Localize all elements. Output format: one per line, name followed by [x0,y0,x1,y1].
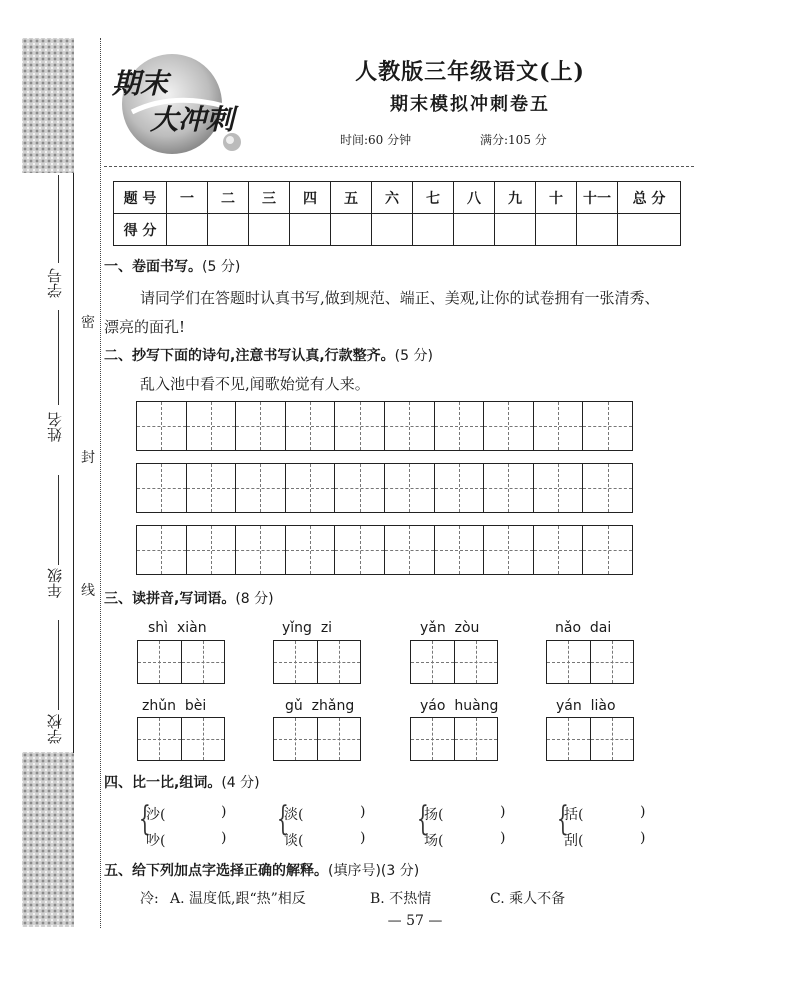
compare-close: ) [500,804,506,820]
compare-close: ) [360,830,366,846]
score-col: 四 [290,182,331,214]
seal-char-3: 线 [81,583,95,599]
school-label: 学校 [46,714,64,744]
score-col: 九 [495,182,536,214]
score-col: 一 [167,182,208,214]
section-4-title [104,772,260,792]
header-divider [104,166,694,167]
score-cell[interactable] [577,214,618,246]
word-box[interactable] [546,717,634,761]
section-2-poem: 乱入池中看不见,闻歌始觉有人来。 [140,375,370,393]
brace-icon: { [556,799,569,839]
score-cell[interactable] [536,214,577,246]
section-5-heading: 五、给下列加点字选择正确的解释。 [104,863,328,879]
score-col: 五 [331,182,372,214]
section-2-points: (5 分) [394,348,433,364]
section-5-points: (填序号)(3 分) [328,863,420,879]
section-5-title [104,860,419,880]
pinyin-label: yán liào [556,698,616,714]
word-box[interactable] [410,717,498,761]
cut-line [100,38,101,928]
score-cell[interactable] [290,214,331,246]
score-cell[interactable] [208,214,249,246]
brace-icon: { [416,799,429,839]
brace-icon: { [276,799,289,839]
score-col: 八 [454,182,495,214]
score-cell[interactable] [495,214,536,246]
score-row-label: 得 分 [114,214,167,246]
score-cell[interactable] [249,214,290,246]
page-title: 人教版三年级语文(上) [355,59,585,85]
section-1-points: (5 分) [202,259,241,275]
pinyin-label: nǎo dai [555,620,612,636]
compare-close: ) [640,804,646,820]
score-table [113,181,681,246]
score-cell[interactable] [331,214,372,246]
name-label: 姓名 [46,412,64,442]
page-number: — 57 — [387,913,443,929]
student-id-blank [58,175,59,263]
pinyin-label: zhǔn bèi [142,698,207,714]
page-subtitle: 期末模拟冲刺卷五 [390,94,550,115]
compare-close: ) [221,830,227,846]
word-box[interactable] [137,717,225,761]
section-4-heading: 四、比一比,组词。 [104,775,222,791]
brace-icon: { [138,799,151,839]
writing-grid-row[interactable] [136,463,633,513]
compare-item: 吵( [146,833,166,849]
score-total-cell[interactable] [618,214,681,246]
score-col: 二 [208,182,249,214]
section-1-text-line1: 请同学们在答题时认真书写,做到规范、端正、美观,让你的试卷拥有一张清秀、 [140,289,660,307]
exam-full-score: 满分:105 分 [480,133,547,147]
pinyin-label: shì xiàn [148,620,207,636]
section-1-heading: 一、卷面书写。 [104,259,202,275]
seal-char-1: 密 [81,315,95,331]
score-col: 十一 [577,182,618,214]
pinyin-label: yǐng zi [282,620,333,636]
section-3-heading: 三、读拼音,写词语。 [104,591,236,607]
grade-label: 年级 [46,568,64,598]
writing-grid-row[interactable] [136,525,633,575]
section-4-points: (4 分) [221,775,260,791]
section-5-option-a: A. 温度低,跟“热”相反 [170,891,306,907]
score-col: 三 [249,182,290,214]
word-box[interactable] [137,640,225,684]
name-blank [58,310,59,405]
pinyin-label: gǔ zhǎng [285,698,355,714]
compare-item: 刮( [564,833,584,849]
score-cell[interactable] [372,214,413,246]
seal-char-2: 封 [81,450,95,466]
exam-time: 时间:60 分钟 [340,133,412,147]
compare-item: 淡( [284,807,304,823]
compare-item: 谈( [284,833,304,849]
score-cell[interactable] [167,214,208,246]
section-1-text-line2: 漂亮的面孔! [104,318,186,336]
section-5-option-c: C. 乘人不备 [490,891,566,907]
section-3-points: (8 分) [235,591,274,607]
logo-text-1: 期末 [112,67,169,100]
score-header-label: 题 号 [114,182,167,214]
word-box[interactable] [273,717,361,761]
score-total-label: 总 分 [618,182,681,214]
compare-item: 括( [564,807,584,823]
compare-item: 场( [424,833,444,849]
word-box[interactable] [273,640,361,684]
word-box[interactable] [410,640,498,684]
section-2-heading: 二、抄写下面的诗句,注意书写认真,行款整齐。 [104,348,395,364]
compare-close: ) [221,804,227,820]
section-3-title [104,588,274,608]
logo-text-2: 大冲刺 [150,103,235,136]
compare-close: ) [500,830,506,846]
binding-pattern-bottom [22,752,74,927]
student-id-label: 学号 [46,268,64,298]
word-box[interactable] [546,640,634,684]
score-cell[interactable] [413,214,454,246]
school-blank [58,620,59,710]
section-5-option-b: B. 不热情 [370,891,432,907]
score-col: 六 [372,182,413,214]
score-col: 十 [536,182,577,214]
score-col: 七 [413,182,454,214]
binding-pattern-top [22,38,74,173]
grade-blank [58,475,59,565]
pinyin-label: yáo huàng [420,698,499,714]
writing-grid-row[interactable] [136,401,633,451]
score-table-score-row [114,214,681,246]
score-cell[interactable] [454,214,495,246]
section-5-word: 冷: [140,891,159,907]
compare-item: 沙( [146,807,166,823]
compare-close: ) [360,804,366,820]
section-1-title [104,256,240,276]
score-table-header-row [114,182,681,214]
pinyin-label: yǎn zòu [420,620,480,636]
binding-line [73,173,74,753]
compare-close: ) [640,830,646,846]
section-2-title [104,345,433,365]
compare-item: 扬( [424,807,444,823]
